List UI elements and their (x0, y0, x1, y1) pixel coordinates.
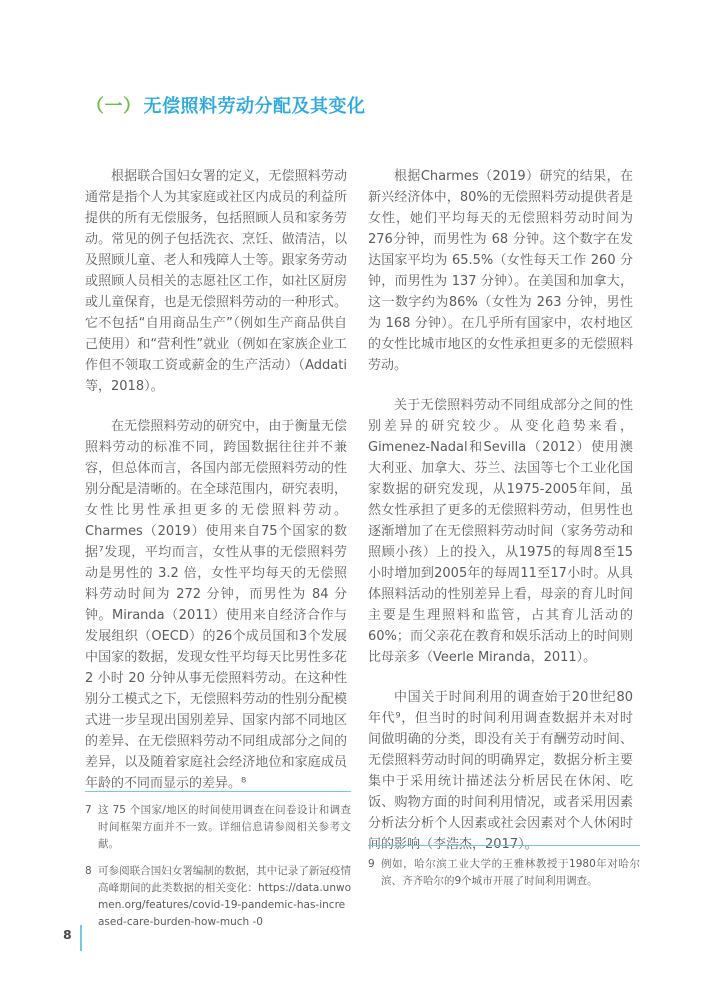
footnote-text-lead: 可参阅联合国妇女署编制的数据，其中记录了新冠疫情高峰期间的此类数据的相关变化： (98, 865, 351, 894)
right-paragraph-2: 关于无偿照料劳动不同组成部分之间的性别差异的研究较少。从变化趋势来看，Gimenez-Nadal和Sevilla（2012）使用澳大利亚、加拿大、芬兰、法国等七个工业化国家数据的研究发现，从1975-2005年间，虽然女性承担了更多的无偿照料劳动，但男性也逐渐增加了在无偿照料劳动时间（家务劳动和照顾小孩）上的投入，从1975的每周8至15小时增加到2005年的每周11至17小时。从具体照料活动的性别差异上看，母亲的育儿时间主要是生理照料和监管，占其育儿活动的60%；而父亲花在教育和娱乐活动上的时间则比母亲多（Veerle Miranda，2011）。 (368, 398, 633, 665)
left-paragraph-2: 在无偿照料劳动的研究中，由于衡量无偿照料劳动的标准不同，跨国数据往往并不兼容，但总体而言，各国内部无偿照料劳动的性别分配是清晰的。在全球范围内，研究表明，女性比男性承担更多的无偿照料劳动。Charmes（2019）使用来自75个国家的数据⁷发现，平均而言，女性从事的无偿照料劳动是男性的 3.2 倍，女性平均每天的无偿照料劳动时间为 272 分钟，而男性为 84 分钟。Miranda（2011）使用来自经济合作与发展组织（OECD）的26个成员国和3个发展中国家的数据，发现女性平均每天比男性多花 2 小时 20 分钟从事无偿照料劳动。在这种性别分工模式之下，无偿照料劳动的性别分配模式进一步呈现出国别差异、国家内部不同地区的差异、在无偿照料劳动不同组成部分之间的差异，以及随着家庭社会经济地位和家庭成员年龄的不同而显示的差异。⁸ (85, 419, 347, 791)
page-number: 8 (63, 927, 72, 942)
right-column (368, 166, 633, 874)
footnote-url-link[interactable]: https://data.unwomen.org/features/covid-19-pandemic-has-increased-care-burden-how-much -0 (98, 882, 351, 928)
page-footer (0, 925, 120, 955)
section-heading (86, 92, 366, 118)
footnote-number: 9 (368, 858, 375, 870)
left-paragraph-1: 根据联合国妇女署的定义，无偿照料劳动通常是指个人为其家庭或社区内成员的利益所提供的所有无偿服务，包括照顾人员和家务劳动。常见的例子包括洗衣、烹饪、做清洁，以及照顾儿童、老人和残障人士等。跟家务劳动或照顾人员相关的志愿社区工作，如社区厨房或儿童保育，也是无偿照料劳动的一种形式。它不包括“自用商品生产”（例如生产商品供自己使用）和“营利性”就业（例如在家族企业工作但不领取工资或薪金的生产活动）（Addati等，2018）。 (85, 169, 347, 394)
footnote-text: 例如，哈尔滨工业大学的王雅林教授于1980年对哈尔滨、齐齐哈尔的9个城市开展了时间利用调查。 (381, 858, 640, 887)
section-title: 无偿照料劳动分配及其变化 (143, 96, 366, 117)
left-footnotes (85, 791, 351, 931)
footer-divider-rule (80, 925, 82, 951)
footnote-8 (85, 863, 351, 931)
footnote-number: 7 (85, 804, 92, 816)
right-paragraph-3: 中国关于时间利用的调查始于20世纪80年代⁹，但当时的时间利用调查数据并未对时间做明确的分类，即没有关于有酬劳动时间、无偿照料劳动时间的明确界定，数据分析主要集中于采用统计描述法分析居民在休闲、吃饭、购物方面的时间利用情况，或者采用因素分析法分析个人因素或社会因素对个人休闲时间的影响（李浩杰，2017）。 (368, 690, 633, 852)
left-column (85, 166, 347, 813)
footnote-7 (85, 802, 351, 853)
section-number: （一） (86, 96, 142, 117)
footnote-9 (368, 856, 640, 890)
right-footnotes (368, 845, 640, 890)
footnote-text (98, 863, 351, 931)
footnote-number: 8 (85, 865, 92, 877)
footnote-text: 这 75 个国家/地区的时间使用调查在问卷设计和调查时间框架方面并不一致。详细信息请参阅相关参考文献。 (98, 804, 351, 850)
right-paragraph-1: 根据Charmes（2019）研究的结果，在新兴经济体中，80%的无偿照料劳动提供者是女性，她们平均每天的无偿照料劳动时间为276分钟，而男性为 68 分钟。这个数字在发达国家平均为 65.5%（女性每天工作 260 分钟，而男性为 137 分钟）。在美国和加拿大，这一数字约为86%（女性为 263 分钟，男性为 168 分钟）。在几乎所有国家中，农村地区的女性比城市地区的女性承担更多的无偿照料劳动。 (368, 169, 633, 373)
